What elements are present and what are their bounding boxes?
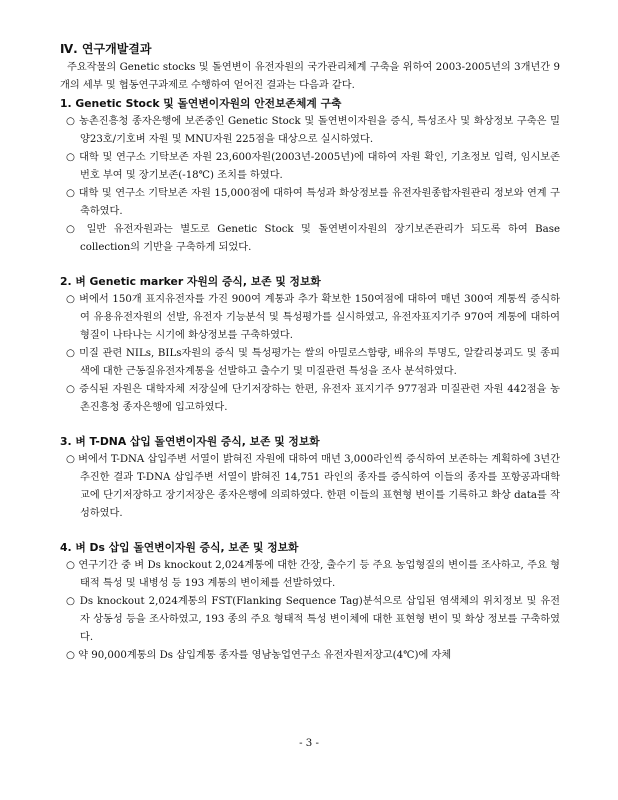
section-1-item-1: ○ 농촌진흥청 종자은행에 보존중인 Genetic Stock 및 돌연변이자원을 증식, 특성조사 및 화상정보 구축은 밀양23호/기호벼 자원 및 MNU자원 225점을 대상으로 실시하였다. (66, 116, 560, 145)
intro-paragraph: 주요작물의 Genetic stocks 및 돌연변이 유전자원의 국가관리체계 구축을 위하여 2003-2005년의 3개년간 9개의 세부 및 협동연구과제로 수행하여 얻어진 결과는 다음과 같다. (60, 62, 560, 91)
section-3-item-1: ○ 벼에서 T-DNA 삽입주변 서열이 밝혀진 자원에 대하여 매년 3,000라인씩 증식하여 보존하는 계획하에 3년간 추진한 결과 T-DNA 삽입주변 서열이 밝혀진 14,751 라인의 종자를 증식하여 이들의 종자를 포항공과대학교에 단기저장하고 장기저장은 종자은행에 의뢰하였다. 한편 이들의 표현형 변이를 기록하고 화상 data를 작성하였다. (66, 454, 560, 519)
section-title-4: 4. 벼 Ds 삽입 돌연변이자원 증식, 보존 및 정보화 (60, 541, 299, 554)
section-4-item-2: ○ Ds knockout 2,024계통의 FST(Flanking Sequence Tag)분석으로 삽입된 염색체의 위치정보 및 유전자 상동성 등을 조사하였고, 193 종의 주요 형태적 특성 변이체에 대한 표현형 변이 및 화상 정보를 구축하였다. (66, 596, 560, 643)
section-title-2: 2. 벼 Genetic marker 자원의 증식, 보존 및 정보화 (60, 275, 321, 288)
section-2-item-1: ○ 벼에서 150개 표지유전자를 가진 900여 계통과 추가 확보한 150여점에 대하여 매년 300여 계통씩 증식하여 유용유전자원의 선발, 유전자 기능분석 및 특성평가를 실시하였고, 유전자표지기주 970여 계통에 대하여 형질이 나타나는 시기에 화상정보를 구축하였다. (66, 294, 560, 341)
page-number: - 3 - (299, 738, 319, 749)
section-1-item-4: ○ 일반 유전자원과는 별도로 Genetic Stock 및 돌연변이자원의 장기보존관리가 되도록 하여 Base collection의 기반을 구축하게 되었다. (66, 224, 560, 253)
section-title-3: 3. 벼 T-DNA 삽입 돌연변이자원 증식, 보존 및 정보화 (60, 435, 320, 448)
section-2-item-2: ○ 미질 관련 NILs, BILs자원의 증식 및 특성평가는 쌀의 아밀로스함량, 배유의 투명도, 알칼리붕괴도 및 종피색에 대한 근동질유전자계통을 선발하고 출수기 및 미질관련 특성을 조사 분석하였다. (66, 348, 560, 377)
main-title: Ⅳ. 연구개발결과 (60, 42, 152, 56)
section-title-1: 1. Genetic Stock 및 돌연변이자원의 안전보존체계 구축 (60, 97, 342, 110)
section-spacer (60, 257, 560, 273)
section-spacer (60, 417, 560, 433)
section-spacer (60, 523, 560, 539)
section-4-item-1: ○ 연구기간 중 벼 Ds knockout 2,024계통에 대한 간장, 출수기 등 주요 농업형질의 변이를 조사하고, 주요 형태적 특성 및 내병성 등 193 계통의 변이체를 선발하였다. (66, 560, 560, 589)
section-2-item-3: ○ 증식된 자원은 대학자체 저장실에 단기저장하는 한편, 유전자 표지기주 977점과 미질관련 자원 442점을 농촌진흥청 종자은행에 입고하였다. (66, 384, 560, 413)
section-1-item-2: ○ 대학 및 연구소 기탁보존 자원 23,600자원(2003년-2005년)에 대하여 자원 확인, 기초정보 입력, 임시보존번호 부여 및 장기보존(-18℃) 조치를 하였다. (66, 152, 560, 181)
section-1-item-3: ○ 대학 및 연구소 기탁보존 자원 15,000점에 대하여 특성과 화상정보를 유전자원종합자원관리 정보와 연계 구축하였다. (66, 188, 560, 217)
section-4-item-3: ○ 약 90,000계통의 Ds 삽입계통 종자를 영남농업연구소 유전자원저장고(4℃)에 자체 (66, 650, 452, 661)
